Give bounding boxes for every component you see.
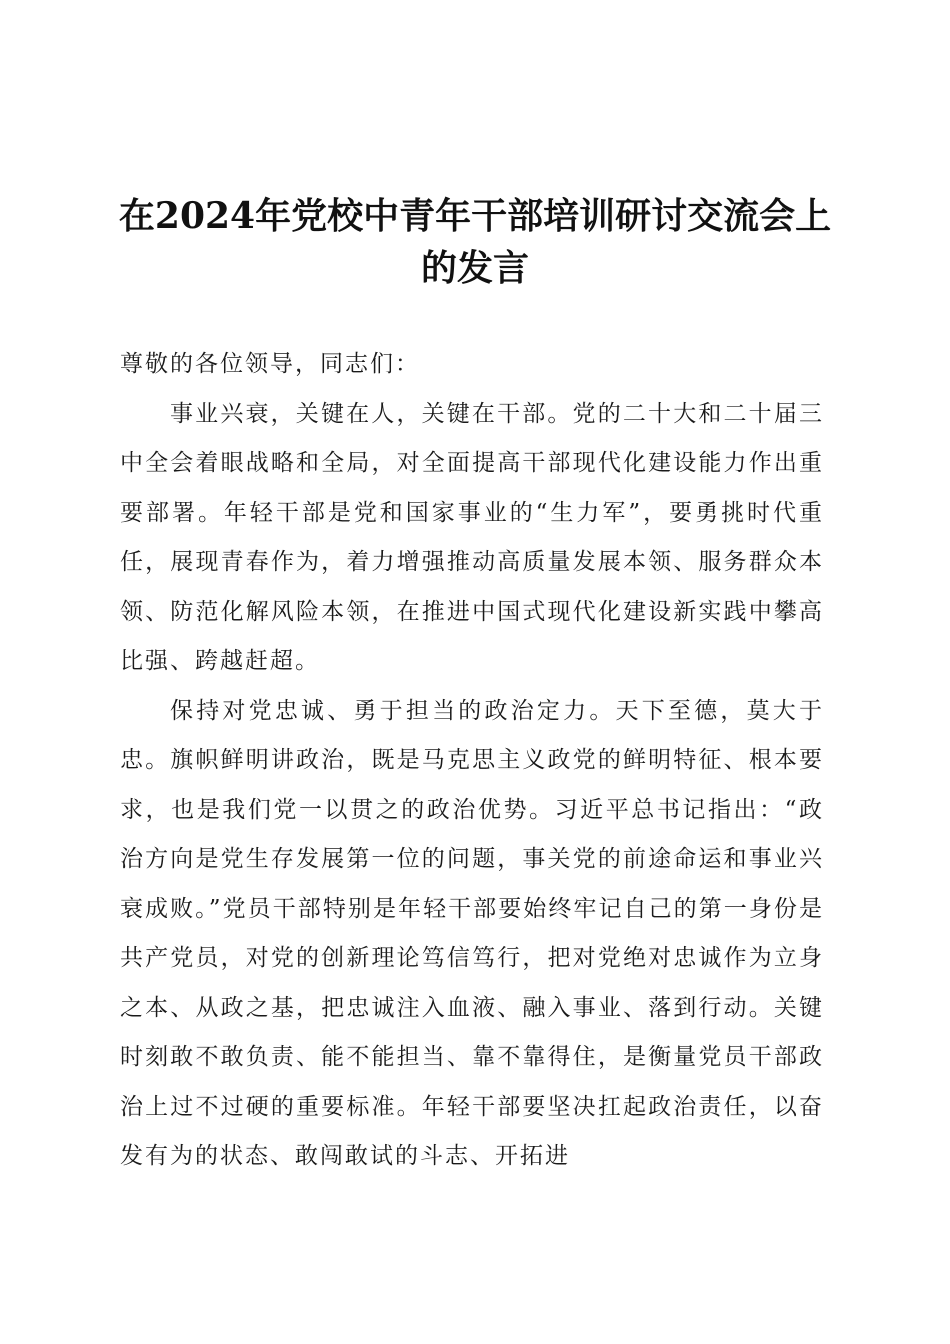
paragraph-1: 事业兴衰，关键在人，关键在干部。党的二十大和二十届三中全会着眼战略和全局，对全面提高干部现代化建设能力作出重要部署。年轻干部是党和国家事业的“生力军”，要勇挑时代重任，展现青春作为，着力增强推动高质量发展本领、服务群众本领、防范化解风险本领，在推进中国式现代化建设新实践中攀高比强、跨越赶超。	[120, 400, 824, 674]
document-body	[120, 340, 824, 1182]
paragraph-2: 保持对党忠诚、勇于担当的政治定力。天下至德，莫大于忠。旗帜鲜明讲政治，既是马克思主义政党的鲜明特征、根本要求，也是我们党一以贯之的政治优势。习近平总书记指出：“政治方向是党生存发展第一位的问题，事关党的前途命运和事业兴衰成败。”党员干部特别是年轻干部要始终牢记自己的第一身份是共产党员，对党的创新理论笃信笃行，把对党绝对忠诚作为立身之本、从政之基，把忠诚注入血液、融入事业、落到行动。关键时刻敢不敢负责、能不能担当、靠不靠得住，是衡量党员干部政治上过不过硬的重要标准。年轻干部要坚决扛起政治责任，以奋发有为的状态、敢闯敢试的斗志、开拓进	[120, 697, 824, 1169]
salutation: 尊敬的各位领导，同志们：	[120, 351, 420, 377]
document-title: 在2024年党校中青年干部培训研讨交流会上的发言	[118, 195, 832, 289]
